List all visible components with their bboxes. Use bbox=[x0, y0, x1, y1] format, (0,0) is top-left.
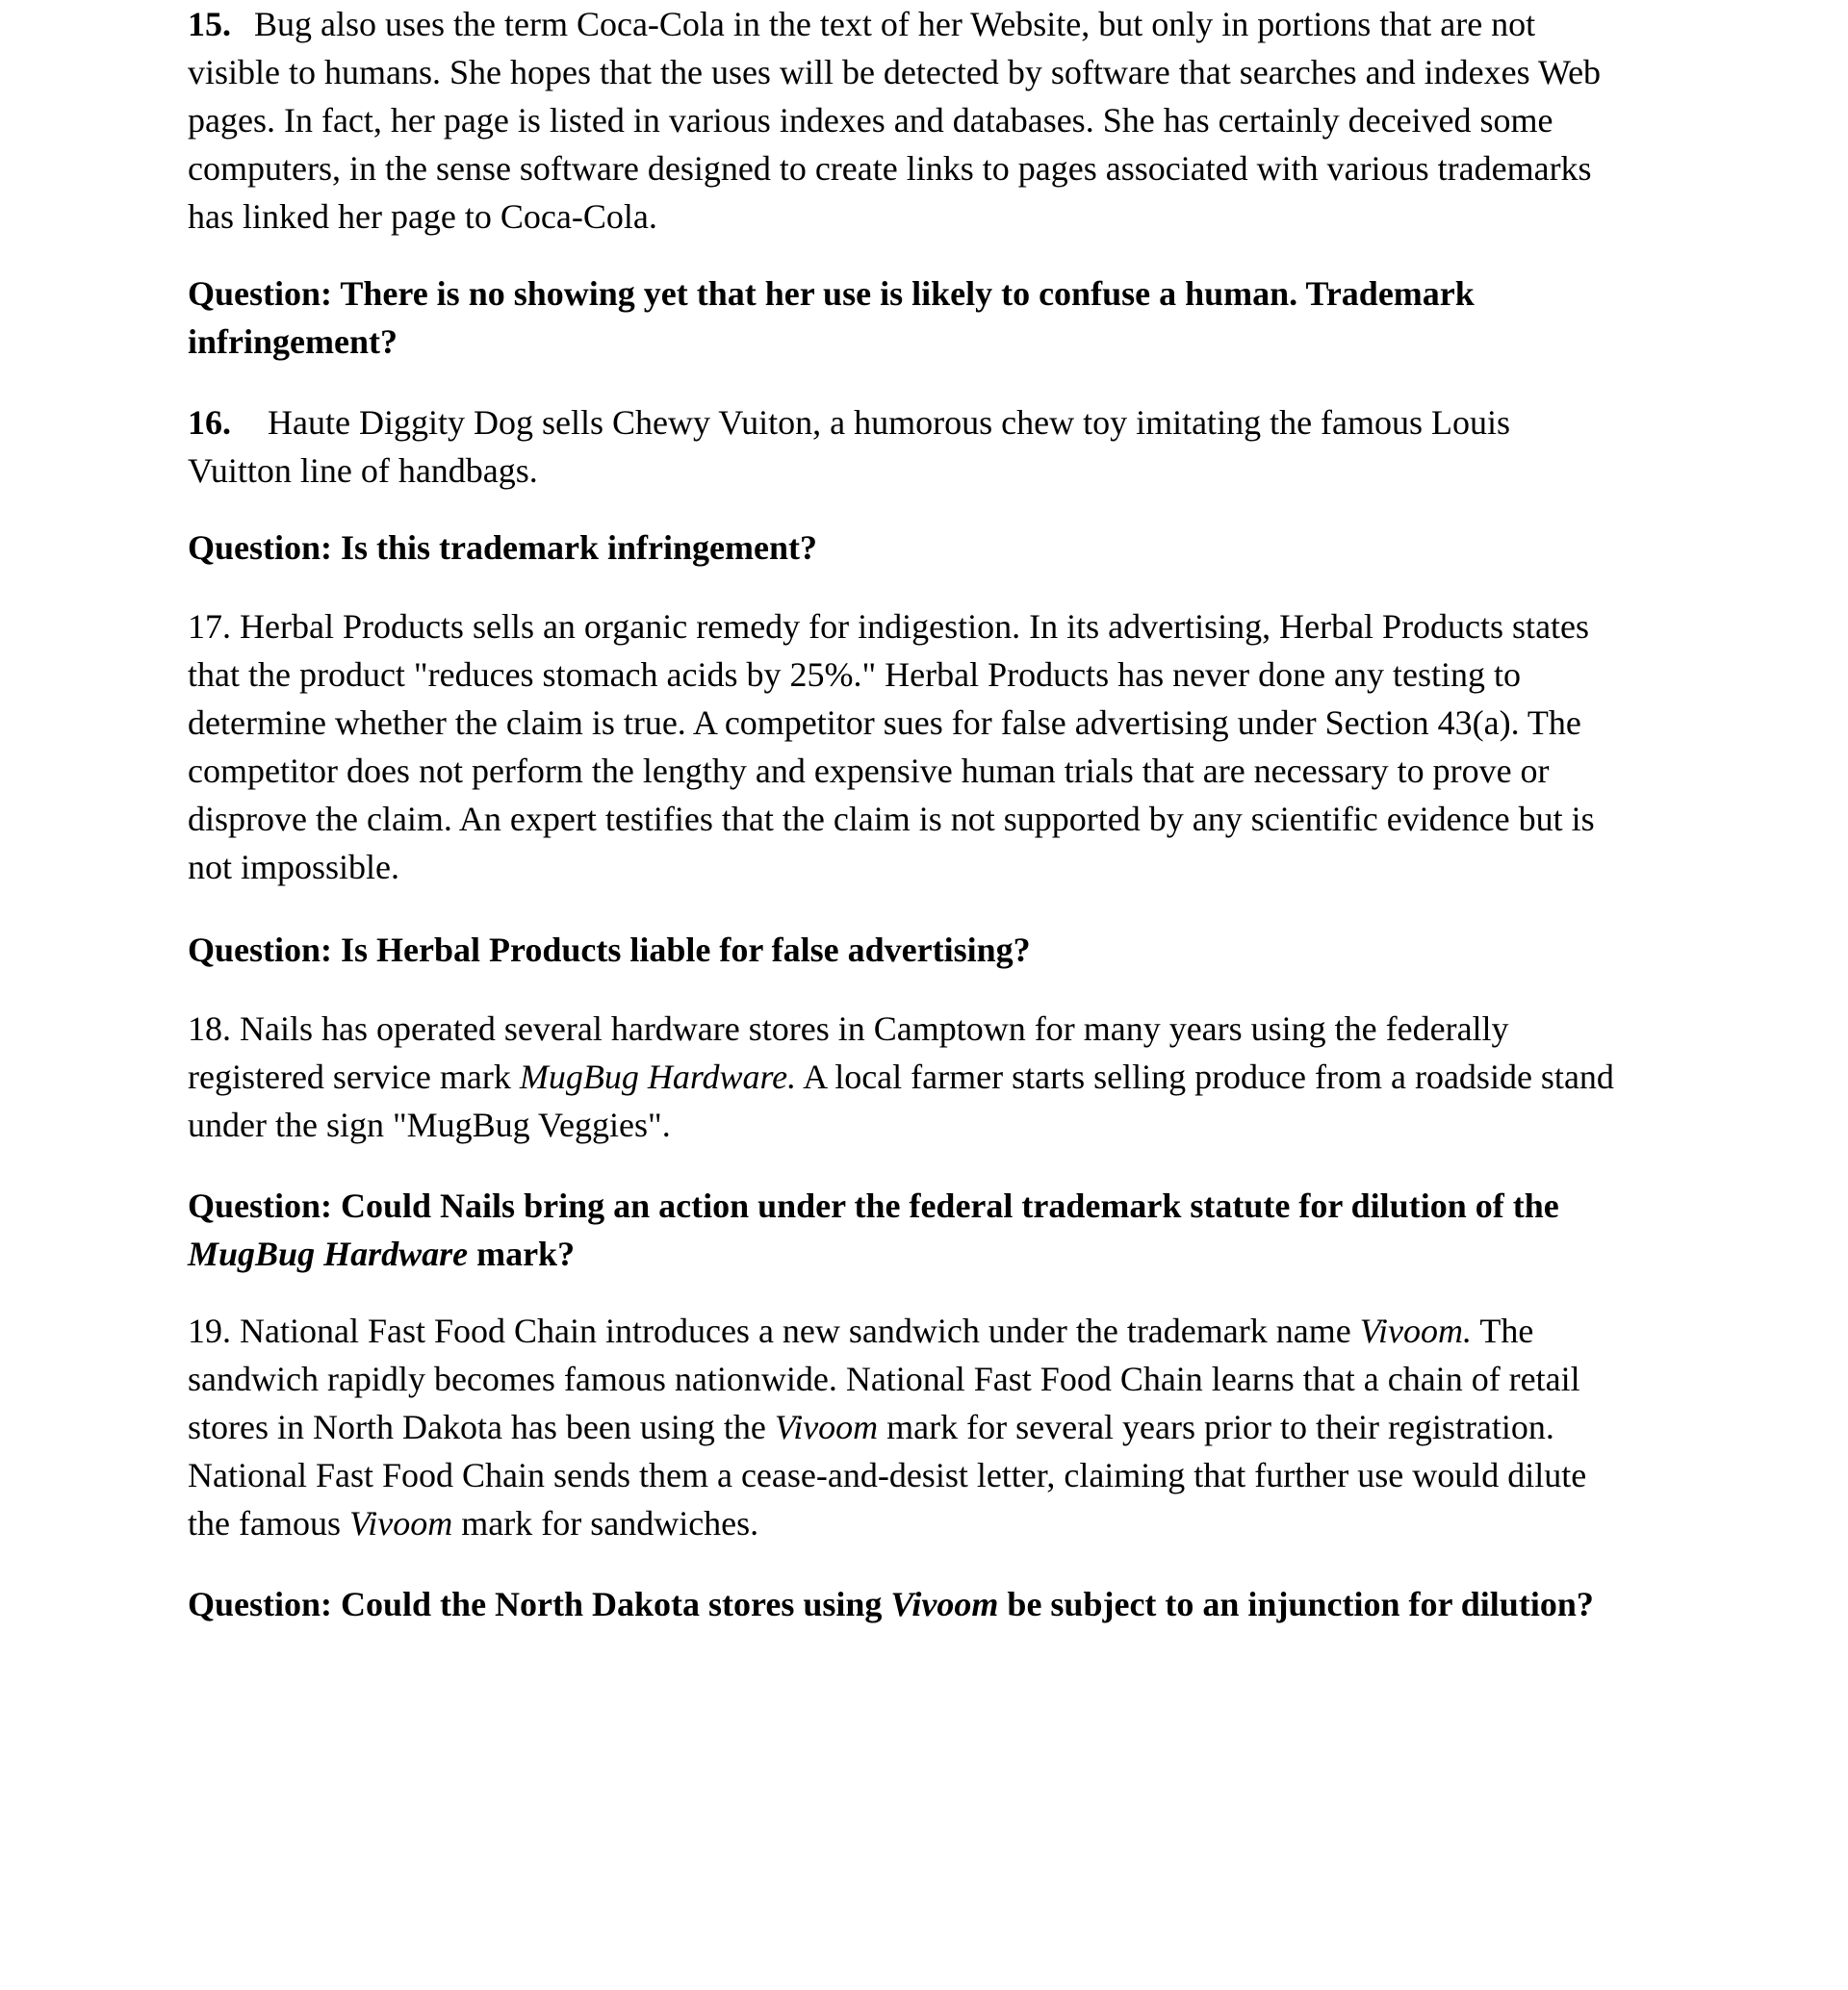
paragraph-18 bbox=[188, 1005, 1622, 1149]
question-15 bbox=[188, 269, 1622, 366]
item-number: 16. bbox=[188, 403, 231, 442]
mark-name: Vivoom bbox=[348, 1504, 453, 1543]
paragraph-19 bbox=[188, 1307, 1622, 1547]
question-text: Question: There is no showing yet that her use is likely to confuse a human. Trademark infringement? bbox=[188, 274, 1475, 361]
paragraph-text: 19. National Fast Food Chain introduces a new sandwich under the trademark name bbox=[188, 1312, 1360, 1350]
question-text: Question: Could Nails bring an action under the federal trademark statute for dilution of the bbox=[188, 1186, 1559, 1225]
mark-name: MugBug Hardware bbox=[188, 1235, 469, 1273]
paragraph-text: Bug also uses the term Coca-Cola in the text of her Website, but only in portions that are not visible to humans. She hopes that the uses will be detected by software that searches and indexes Web pages. In fact, her page is listed in various indexes and databases. She has certainly deceived some computers, in the sense software designed to create links to pages associated with various trademarks has linked her page to Coca-Cola. bbox=[188, 5, 1602, 236]
mark-name: Vivoom. bbox=[1359, 1312, 1472, 1350]
paragraph-16 bbox=[188, 398, 1622, 495]
paragraph-text: mark for sandwiches. bbox=[452, 1504, 759, 1543]
mark-name: Vivoom bbox=[774, 1408, 879, 1446]
question-text: Question: Could the North Dakota stores using bbox=[188, 1585, 891, 1623]
mark-name: Vivoom bbox=[890, 1585, 999, 1623]
question-17 bbox=[188, 926, 1031, 974]
paragraph-text: Haute Diggity Dog sells Chewy Vuiton, a humorous chew toy imitating the famous Louis Vuitton line of handbags. bbox=[188, 403, 1511, 490]
paragraph-text: 17. Herbal Products sells an organic remedy for indigestion. In its advertising, Herbal Products states that the product "reduces stomach acids by 25%." Herbal Products has never done any testing to determine whether the claim is true. A competitor sues for false advertising under Section 43(a). The competitor does not perform the lengthy and expensive human trials that are necessary to prove or disprove the claim. An expert testifies that the claim is not supported by any scientific evidence but is not impossible. bbox=[188, 607, 1595, 886]
mark-name: MugBug Hardware. bbox=[519, 1058, 797, 1096]
question-text: be subject to an injunction for dilution? bbox=[998, 1585, 1594, 1623]
question-18 bbox=[188, 1182, 1622, 1278]
paragraph-text: A local farmer starts selling produce from a roadside stand under the sign "MugBug Veggies". bbox=[188, 1058, 1614, 1144]
question-text: Question: Is Herbal Products liable for false advertising? bbox=[188, 931, 1031, 969]
paragraph-text: 18. Nails has operated several hardware stores in Camptown for many years using the federally registered service mark bbox=[188, 1009, 1509, 1096]
item-number: 15. bbox=[188, 5, 231, 43]
question-19 bbox=[188, 1580, 1594, 1628]
paragraph-text: The sandwich rapidly becomes famous nationwide. National Fast Food Chain learns that a chain of retail stores in North Dakota has been using the bbox=[188, 1312, 1580, 1446]
question-text: Question: Is this trademark infringement? bbox=[188, 528, 817, 567]
question-text: mark? bbox=[468, 1235, 576, 1273]
paragraph-15 bbox=[188, 0, 1622, 241]
question-16 bbox=[188, 523, 817, 572]
paragraph-17 bbox=[188, 602, 1622, 891]
paragraph-text: mark for several years prior to their registration. National Fast Food Chain sends them a cease-and-desist letter, claiming that further use would dilute the famous bbox=[188, 1408, 1587, 1543]
